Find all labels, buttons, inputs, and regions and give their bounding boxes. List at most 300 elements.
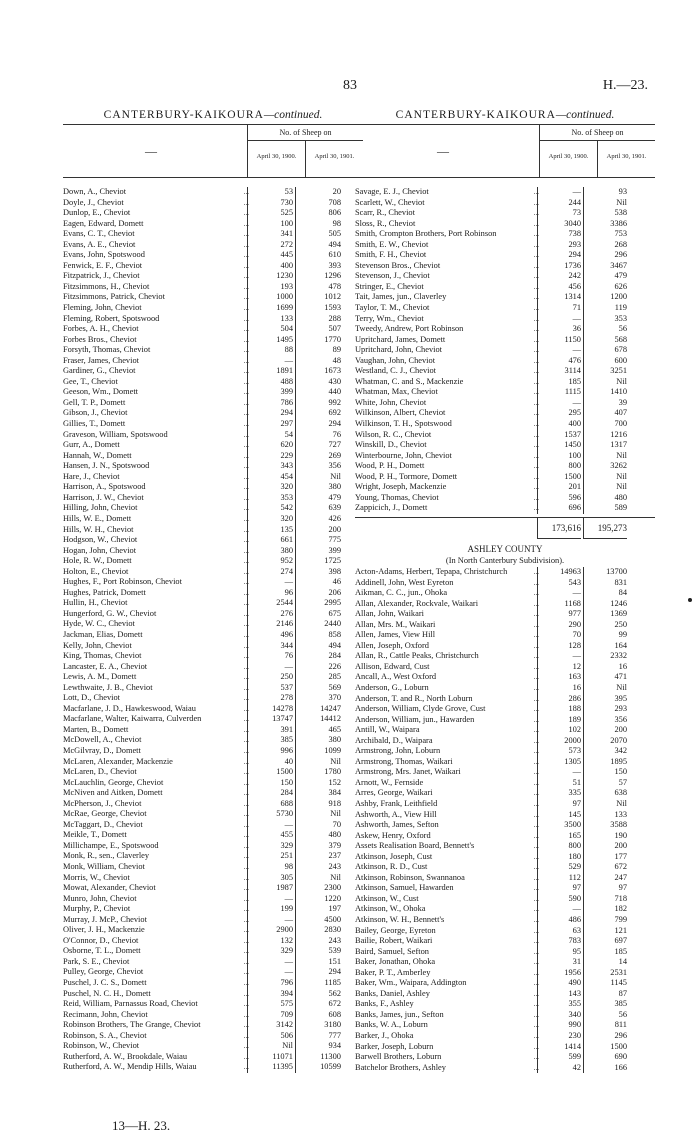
sheep-1900: 1305 [537,757,581,768]
table-row [63,735,363,746]
sheep-1901: 1296 [295,271,341,282]
row-name: Gell, T. P., Domett [63,397,126,407]
table-row [355,271,655,282]
sheep-1900: 98 [247,862,293,873]
leader-dots: ... [243,462,249,471]
row-name: Holton, E., Cheviot [63,566,129,576]
row-name: Hughes, Patrick, Domett [63,587,146,597]
sheep-1901: 247 [583,873,627,884]
sheep-1901: 46 [295,577,341,588]
sheep-1901: 93 [583,187,627,198]
table-row [63,525,363,536]
sheep-1900: — [247,820,293,831]
sheep-1901: 1200 [583,292,627,303]
sheep-1900: 454 [247,472,293,483]
row-name: Forbes Bros., Cheviot [63,334,137,344]
sheep-1900: 286 [537,694,581,705]
table-row [355,841,655,852]
table-row [63,598,363,609]
table-row [63,430,363,441]
leader-dots: ... [533,863,539,872]
leader-dots: ... [243,409,249,418]
leader-dots: ... [533,293,539,302]
row-name: Assets Realisation Board, Bennett's [355,841,475,851]
table-row [63,851,363,862]
leader-dots: ... [533,472,539,481]
sheep-1901: 3386 [583,219,627,230]
leader-dots: ... [243,377,249,386]
section-heading [355,544,655,566]
sheep-1901: 753 [583,229,627,240]
table-row [355,408,655,419]
sheep-1900: 1314 [537,292,581,303]
row-name: Sloss, R., Cheviot [355,218,416,228]
row-name: Rutherford, A. W., Mendip Hills, Waiau [63,1062,197,1072]
table-row [355,894,655,905]
row-name: Meikle, T., Domett [63,830,127,840]
table-row [355,873,655,884]
table-row [63,1052,363,1063]
leader-dots: ... [243,325,249,334]
stub-header: — [145,143,157,158]
table-row [63,398,363,409]
table-row [63,408,363,419]
leader-dots: ... [533,230,539,239]
sheep-1900: 143 [537,989,581,1000]
leader-dots: ... [243,873,249,882]
row-name: Young, Thomas, Cheviot [355,492,439,502]
leader-dots: ... [243,588,249,597]
row-name: Ashby, Frank, Leithfield [355,798,438,808]
total-row [355,517,655,538]
leader-dots: ... [533,251,539,260]
sheep-1901: 480 [583,493,627,504]
sheep-1901: 121 [583,926,627,937]
sheep-1900: 696 [537,503,581,514]
leader-dots: ... [243,240,249,249]
sheep-1901: 1220 [295,894,341,905]
table-row [63,936,363,947]
sheep-1901: 831 [583,578,627,589]
leader-dots: ... [243,926,249,935]
sheep-1900: 800 [537,461,581,472]
row-name: Allison, Edward, Cust [355,661,430,671]
row-name: Gardiner, G., Cheviot [63,366,136,376]
sheep-1900: 294 [247,408,293,419]
leader-dots: ... [533,504,539,513]
leader-dots: ... [533,198,539,207]
table-row [355,208,655,219]
sheep-1900: — [537,651,581,662]
sheep-1901: Nil [295,809,341,820]
sheep-1900: 329 [247,841,293,852]
sheep-1900: 284 [247,788,293,799]
row-name: Winskill, D., Cheviot [355,440,427,450]
table-row [63,282,363,293]
table-row [355,641,655,652]
row-name: Millichampe, E., Spotswood [63,840,159,850]
leader-dots: ... [533,810,539,819]
sheep-1901: 539 [295,946,341,957]
leader-dots: ... [243,578,249,587]
row-name: Harrison, J. W., Cheviot [63,492,144,502]
sheep-1901: 568 [583,335,627,346]
leader-dots: ... [533,282,539,291]
sheep-1900: 320 [247,514,293,525]
row-name: Hansen, J. N., Spotswood [63,461,150,471]
sheep-1900: — [247,957,293,968]
table-row [355,915,655,926]
leader-dots: ... [243,715,249,724]
row-name: McRae, George, Cheviot [63,809,147,819]
sheep-1900: 51 [537,778,581,789]
table-row [355,820,655,831]
sheep-1900: 996 [247,746,293,757]
sheep-1900: 73 [537,208,581,219]
leader-dots: ... [533,462,539,471]
table-row [63,503,363,514]
table-row [355,947,655,958]
table-row [355,335,655,346]
row-name: Anderson, William, Clyde Grove, Cust [355,704,486,714]
leader-dots: ... [533,188,539,196]
sheep-1900: 1168 [537,599,581,610]
row-name: Atkinson, W. H., Bennett's [355,915,445,924]
sheep-1901: 2300 [295,883,341,894]
sheep-1901: 84 [583,588,627,599]
sheep-1901: 11300 [295,1052,341,1063]
page-number: 83 [343,78,357,93]
sheep-1900: 1500 [247,767,293,778]
page-footer: 13—H. 23. [112,1118,171,1133]
sheep-1900: 355 [537,999,581,1010]
table-row [63,567,363,578]
sheep-1901: 395 [583,694,627,705]
sheep-1900: 2900 [247,925,293,936]
leader-dots: ... [243,620,249,629]
sheep-1900: 1230 [247,271,293,282]
sheep-1901: 1500 [583,1042,627,1053]
left-column [63,106,363,1073]
sheep-1901: 206 [295,588,341,599]
table-row [355,461,655,472]
leader-dots: ... [243,915,249,924]
sheep-1901: 690 [583,1052,627,1063]
table-row [63,1031,363,1042]
sheep-1900: 135 [247,525,293,536]
row-name: Monk, R., sen., Claverley [63,851,150,861]
leader-dots: ... [533,726,539,735]
sheep-1900: 573 [537,746,581,757]
row-name: Anderson, William, jun., Hawarden [355,714,475,724]
table-row [63,588,363,599]
sheep-1901: 934 [295,1041,341,1052]
table-row [63,472,363,483]
sheep-1900: 2146 [247,619,293,630]
sheep-1900: 490 [537,978,581,989]
leader-dots: ... [243,789,249,798]
row-name: Aikman, C. C., jun., Ohoka [355,588,448,598]
table-row [63,693,363,704]
table-row [355,1031,655,1042]
leader-dots: ... [243,1000,249,1009]
sheep-1901: 3251 [583,366,627,377]
row-name: McGilvray, D., Domett [63,745,141,755]
leader-dots: ... [533,451,539,460]
sheep-1901: 708 [295,198,341,209]
sheep-1900: Nil [247,1041,293,1052]
sheep-1901: 3262 [583,461,627,472]
sheep-1901: 538 [583,208,627,219]
sheep-1900: 504 [247,324,293,335]
table-row [355,314,655,325]
table-row [355,472,655,483]
sheep-1901: 1770 [295,335,341,346]
sheep-1900: 5730 [247,809,293,820]
table-row [63,704,363,715]
row-name: Anderson, G., Loburn [355,682,429,692]
table-row [355,852,655,863]
sheep-1900: 445 [247,250,293,261]
sheep-1901: 380 [295,482,341,493]
row-name: Baker, P. T., Amberley [355,967,431,977]
row-name: Wright, Joseph, Mackenzie [355,482,447,492]
sheep-1901: 430 [295,377,341,388]
sheep-1900: 132 [247,936,293,947]
leader-dots: ... [243,282,249,291]
sheep-1901: 858 [295,630,341,641]
row-name: McTaggart, D., Cheviot [63,819,143,829]
table-row [63,271,363,282]
table-row [63,746,363,757]
sheep-1901: 775 [295,535,341,546]
row-name: Hullin, H., Cheviot [63,598,128,608]
table-row [63,292,363,303]
table-row [355,999,655,1010]
sheep-1900: 738 [537,229,581,240]
sheep-1901: 243 [295,936,341,947]
sheep-1901: 182 [583,904,627,915]
sheep-1901: 697 [583,936,627,947]
table-row [63,925,363,936]
table-row [355,936,655,947]
row-name: Lott, D., Cheviot [63,693,120,703]
row-name: Banks, Daniel, Ashley [355,988,430,998]
row-name: Atkinson, Joseph, Cust [355,851,433,861]
sheep-1900: 100 [537,451,581,462]
leader-dots: ... [243,335,249,344]
margin-dot [688,598,692,602]
sheep-1901: Nil [295,472,341,483]
row-name: Stevenson, J., Cheviot [355,271,430,281]
sheep-1900: 165 [537,831,581,842]
sheep-1900: — [247,967,293,978]
row-name: McPherson, J., Cheviot [63,798,142,808]
leader-dots: ... [243,704,249,713]
sheep-1901: 1410 [583,387,627,398]
row-name: Graveson, William, Spotswood [63,429,168,439]
sheep-1901: 569 [295,683,341,694]
leader-dots: ... [533,1053,539,1062]
sheep-1900: 76 [247,651,293,662]
sheep-1900: 661 [247,535,293,546]
sheep-1900: 11395 [247,1062,293,1073]
sheep-header [247,125,363,177]
right-rows [355,187,655,514]
table-row [63,187,363,198]
row-name: Vaughan, John, Cheviot [355,355,436,365]
row-name: Batchelor Brothers, Ashley [355,1062,446,1072]
table-row [355,683,655,694]
table-row [355,1042,655,1053]
sheep-1900: 71 [537,303,581,314]
sheep-1901: 294 [295,967,341,978]
leader-dots: ... [243,736,249,745]
table-row [63,915,363,926]
left-rows [63,187,363,1073]
row-name: Fitzsimmons, H., Cheviot [63,281,150,291]
sheep-1901: 39 [583,398,627,409]
row-name: Dunlop, E., Cheviot [63,208,131,218]
sheep-1901: 2531 [583,968,627,979]
leader-dots: ... [533,884,539,893]
sheep-1900: 95 [537,947,581,958]
sheep-1900: 133 [247,314,293,325]
row-name: Fraser, James, Cheviot [63,355,139,365]
table-row [355,609,655,620]
leader-dots: ... [243,746,249,755]
sheep-1901: 285 [295,672,341,683]
table-row [355,578,655,589]
row-name: Kelly, John, Cheviot [63,640,132,650]
sheep-1901: 700 [583,419,627,430]
right-title-suffix: —continued. [555,109,615,121]
row-name: Banks, F., Ashley [355,999,414,1009]
row-name: Barwell Brothers, Loburn [355,1052,442,1062]
sheep-1900: 506 [247,1031,293,1042]
leader-dots: ... [533,821,539,830]
sheep-1901: 494 [295,240,341,251]
table-row [355,198,655,209]
row-name: Puschel, N. C. H., Domett [63,988,151,998]
sheep-1900: 193 [247,282,293,293]
sheep-1900: 340 [537,1010,581,1021]
row-name: Whatman, Max, Cheviot [355,387,438,397]
leader-dots: ... [533,842,539,851]
row-name: Anderson, T. and R., North Loburn [355,693,473,703]
row-name: McLauchlin, George, Cheviot [63,777,164,787]
row-name: Wilson, R. C., Cheviot [355,429,432,439]
row-name: Gurr, A., Domett [63,440,120,450]
table-row [63,641,363,652]
sheep-1900: 543 [537,578,581,589]
sheep-1901: 2830 [295,925,341,936]
sheep-1901: 296 [583,1031,627,1042]
table-row [63,873,363,884]
table-row [355,398,655,409]
table-row [355,620,655,631]
table-row [63,894,363,905]
row-name: Smith, F. H., Cheviot [355,250,427,260]
leader-dots: ... [533,599,539,608]
row-name: Zappicich, J., Domett [355,503,428,513]
leader-dots: ... [533,979,539,988]
row-name: Fitzsimmons, Patrick, Cheviot [63,292,165,302]
leader-dots: ... [533,641,539,650]
table-row [63,757,363,768]
sheep-1901: 1012 [295,292,341,303]
sheep-1901: 200 [295,525,341,536]
table-row [63,1062,363,1073]
row-name: Smith, Crompton Brothers, Port Robinson [355,229,497,239]
sheep-1900: 290 [537,620,581,631]
sheep-1901: 14247 [295,704,341,715]
sheep-1901: 393 [295,261,341,272]
sheep-1900: 399 [247,387,293,398]
sheep-1900: 730 [247,198,293,209]
leader-dots: ... [533,715,539,724]
leader-dots: ... [533,1021,539,1030]
row-name: Banks, W. A., Loburn [355,1020,428,1030]
sheep-1901: 478 [295,282,341,293]
leader-dots: ... [243,1052,249,1061]
leader-dots: ... [243,757,249,766]
sheep-1901: 1895 [583,757,627,768]
sheep-1901: 2070 [583,736,627,747]
table-row [63,630,363,641]
sheep-1900: 1987 [247,883,293,894]
table-row [355,926,655,937]
sheep-1900: 36 [537,324,581,335]
sheep-1901: 1725 [295,556,341,567]
sheep-1901: 426 [295,514,341,525]
sheep-1900: 341 [247,229,293,240]
table-row [63,799,363,810]
sheep-1901: 471 [583,672,627,683]
table-row [63,514,363,525]
table-row [63,546,363,557]
table-row [355,377,655,388]
leader-dots: ... [533,873,539,882]
leader-dots: ... [533,926,539,935]
table-row [63,725,363,736]
col-1901-header: April 30, 1901. [606,153,647,160]
leader-dots: ... [243,662,249,671]
leader-dots: ... [243,483,249,492]
table-row [63,324,363,335]
leader-dots: ... [243,188,249,196]
row-name: Evans, John, Spotswood [63,250,145,260]
sheep-1900: 525 [247,208,293,219]
sheep-1900: 31 [537,957,581,968]
sheep-1900: 244 [537,198,581,209]
col-1900-header: April 30, 1900. [248,141,306,178]
leader-dots: ... [533,757,539,766]
sheep-1901: 407 [583,408,627,419]
table-row [355,757,655,768]
sheep-1900: 242 [537,271,581,282]
sheep-1901: 288 [295,314,341,325]
sheep-1901: 3467 [583,261,627,272]
sheep-1900: 400 [247,261,293,272]
row-name: Reid, William, Parnassus Road, Cheviot [63,999,198,1009]
leader-dots: ... [533,894,539,903]
leader-dots: ... [243,1021,249,1030]
leader-dots: ... [243,356,249,365]
sheep-1901: 48 [295,356,341,367]
table-row [355,229,655,240]
sheep-1900: 529 [537,862,581,873]
